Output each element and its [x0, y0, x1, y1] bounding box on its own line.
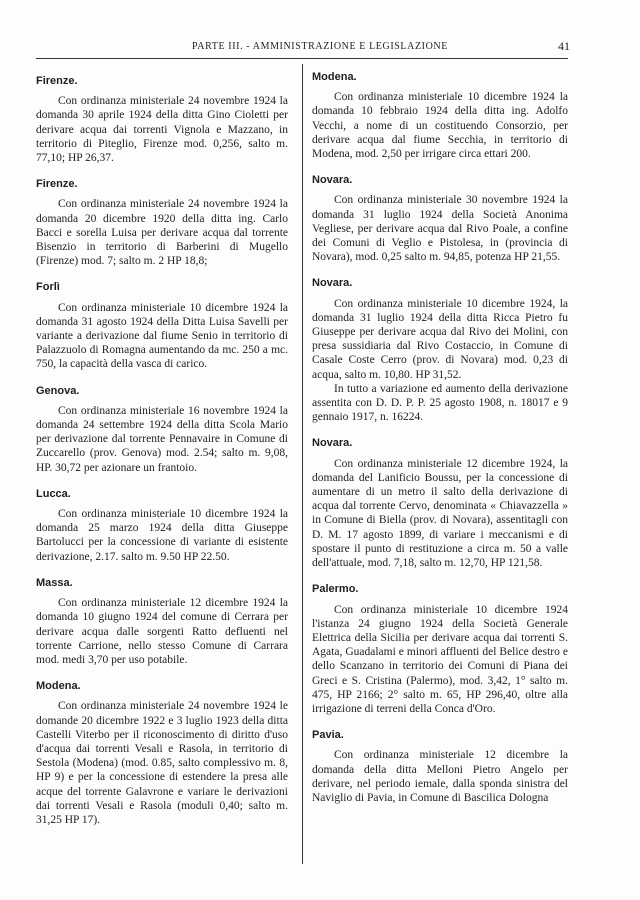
page-number: 41 — [558, 39, 570, 53]
running-title: PARTE III. - AMMINISTRAZIONE E LEGISLAZIONE — [192, 41, 448, 52]
left-column — [36, 66, 288, 841]
entry-text: Con ordinanza ministeriale 30 novembre 1924 la domanda 31 luglio 1924 della Società Anonima Vegliese, per derivare acqua dal Rivo Poale, a confine dei Comuni di Veglio e Pistolesa, in (provincia di Novara), mod. 0,25 salto m. 94,85, potenza HP 21,55. — [312, 194, 568, 264]
entry-novara-3 — [312, 436, 568, 570]
entry-modena-1 — [36, 679, 288, 827]
entry-novara-2 — [312, 276, 568, 424]
entry-heading: Novara. — [312, 437, 353, 450]
entry-heading: Novara. — [312, 174, 353, 187]
entry-heading: Lucca. — [36, 487, 71, 500]
column-divider — [302, 64, 303, 864]
entry-modena-2 — [312, 70, 568, 161]
entry-text: Con ordinanza ministeriale 10 dicembre 1924 la domanda 25 marzo 1924 della ditta Giuseppe Bartolucci per la concessione di variante di esistente derivazione, 2.17. salto m. 9.50 HP 22.50. — [36, 508, 288, 563]
entry-genova — [36, 384, 288, 475]
entry-heading: Novara. — [312, 277, 353, 290]
entry-forli — [36, 280, 288, 371]
running-header — [0, 38, 640, 58]
entry-text: Con ordinanza ministeriale 10 dicembre 1924, la domanda 31 luglio 1924 della ditta Ricca Pietro fu Giuseppe per derivare acqua dal Rivo dei Molini, con presa sussidiaria dal Rivo Costaccio, in Comune di Casale Coste Cerro (prov. di Novara) mod. 0,23 di acqua, salto m. 10,80. HP 31,52. — [312, 297, 568, 381]
entry-lucca — [36, 487, 288, 564]
entry-firenze-2 — [36, 177, 288, 268]
right-column — [312, 66, 568, 817]
header-rule — [36, 58, 568, 59]
entry-note: In tutto a variazione ed aumento della derivazione assentita con D. D. P. P. 25 agosto 1908, n. 18017 e 9 gennaio 1917, n. 16224. — [312, 382, 568, 424]
entry-heading: Pavia. — [312, 729, 344, 742]
entry-massa — [36, 576, 288, 667]
entry-text: Con ordinanza ministeriale 24 novembre 1924 la domanda 30 aprile 1924 della ditta Gino Cioletti per derivare acqua dai torrenti Vignola e Mazzano, in territorio di Piteglio, Firenze mod. 0,256, salto m. 77,10; HP 26,37. — [36, 95, 288, 165]
entry-palermo — [312, 582, 568, 716]
entry-heading: Firenze. — [36, 178, 78, 191]
entry-heading: Modena. — [36, 680, 81, 693]
entry-heading: Palermo. — [312, 583, 359, 596]
entry-heading: Genova. — [36, 384, 80, 397]
entry-heading: Modena. — [312, 71, 357, 83]
entry-text: Con ordinanza ministeriale 10 dicembre 1924 la domanda 10 febbraio 1924 della ditta ing. Adolfo Vecchi, a nome di un costituendo Consorzio, per derivare acqua dal fiume Secchia, in territorio di Modena, mod. 2,50 per irrigare circa ettari 200. — [312, 91, 568, 161]
entry-text: Con ordinanza ministeriale 16 novembre 1924 la domanda 24 settembre 1924 della ditta Scola Mario per derivazione dal torrente Pennavaire in Comune di Zuccarello (prov. Genova) mod. 2.54; salto m. 9,08, HP. 30,72 per azionare un frantoio. — [36, 404, 288, 474]
entry-text: Con ordinanza ministeriale 10 dicembre 1924 la domanda 31 agosto 1924 della Ditta Luisa Savelli per variante a derivazione dal fiume Senio in territorio di Palazzuolo di Romagna aumentando da mc. 250 a mc. 750, la capacità della vasca di carico. — [36, 301, 288, 371]
entry-text: Con ordinanza ministeriale 12 dicembre 1924, la domanda del Lanificio Boussu, per la concessione di aumentare di un metro il salto della derivazione di acqua dal torrente Cervo, denominata « Chiavazzella » in Comune di Biella (prov. di Novara), assentitagli con D. M. 17 agosto 1899, di variare i meccanismi e di spostare il punto di restituzione a circa m. 50 a valle dell'attuale, mod. 7,18, salto m. 12,70, HP 121,58. — [312, 457, 568, 570]
entry-heading: Firenze. — [36, 75, 78, 87]
entry-text: Con ordinanza ministeriale 24 novembre 1924 la domanda 20 dicembre 1920 della ditta ing. Carlo Bacci e sorella Luisa per derivare acqua dal torrente Bisenzio in territorio di Barberini di Mugello (Firenze) mod. 7; salto m. 2 HP 18,8; — [36, 198, 288, 268]
entry-heading: Forlì — [36, 281, 60, 294]
entry-novara-1 — [312, 173, 568, 264]
entry-text: Con ordinanza ministeriale 10 dicembre 1924 l'istanza 24 giugno 1924 della Società Generale Elettrica della Sicilia per derivare acqua dai torrenti S. Agata, Guadalami e minori affluenti del Belice destro e dello Scanzano in territorio dei Comuni di Piana dei Greci e S. Cristina (Palermo), mod. 3,42, 1° salto m. 475, HP 2166; 2° salto m. 65, HP 296,40, oltre alla irrigazione di terreni della Conca d'Oro. — [312, 603, 568, 715]
entry-text: Con ordinanza ministeriale 12 dicembre la domanda della ditta Melloni Pietro Angelo per derivare, nel periodo iemale, dalla sponda sinistra del Naviglio di Pavia, in Comune di Bascilica Dologna — [312, 749, 568, 804]
entry-pavia — [312, 728, 568, 805]
entry-text: Con ordinanza ministeriale 24 novembre 1924 le domande 20 dicembre 1922 e 3 luglio 1923 della ditta Castelli Viterbo per il riconoscimento di diritto d'uso d'acqua dai torrenti Vesali e Rasola, in territorio di Sestola (Modena) (mod. 0.85, salto complessivo m. 8, HP 9) e per la concessione di estendere la presa alle acque del torrente Galavrone e variare le derivazioni dai torrenti Vesali e Rasola (moduli 0,40; salto m. 31,25 HP 17). — [36, 700, 288, 826]
entry-text: Con ordinanza ministeriale 12 dicembre 1924 la domanda 10 giugno 1924 del comune di Cerrara per derivare acqua dalle sorgenti Ratto defluenti nel torrente Carrione, nello stesso Comune di Carrara mod. medi 3,70 per uso potabile. — [36, 597, 288, 666]
entry-heading: Massa. — [36, 576, 73, 589]
entry-firenze-1 — [36, 74, 288, 165]
